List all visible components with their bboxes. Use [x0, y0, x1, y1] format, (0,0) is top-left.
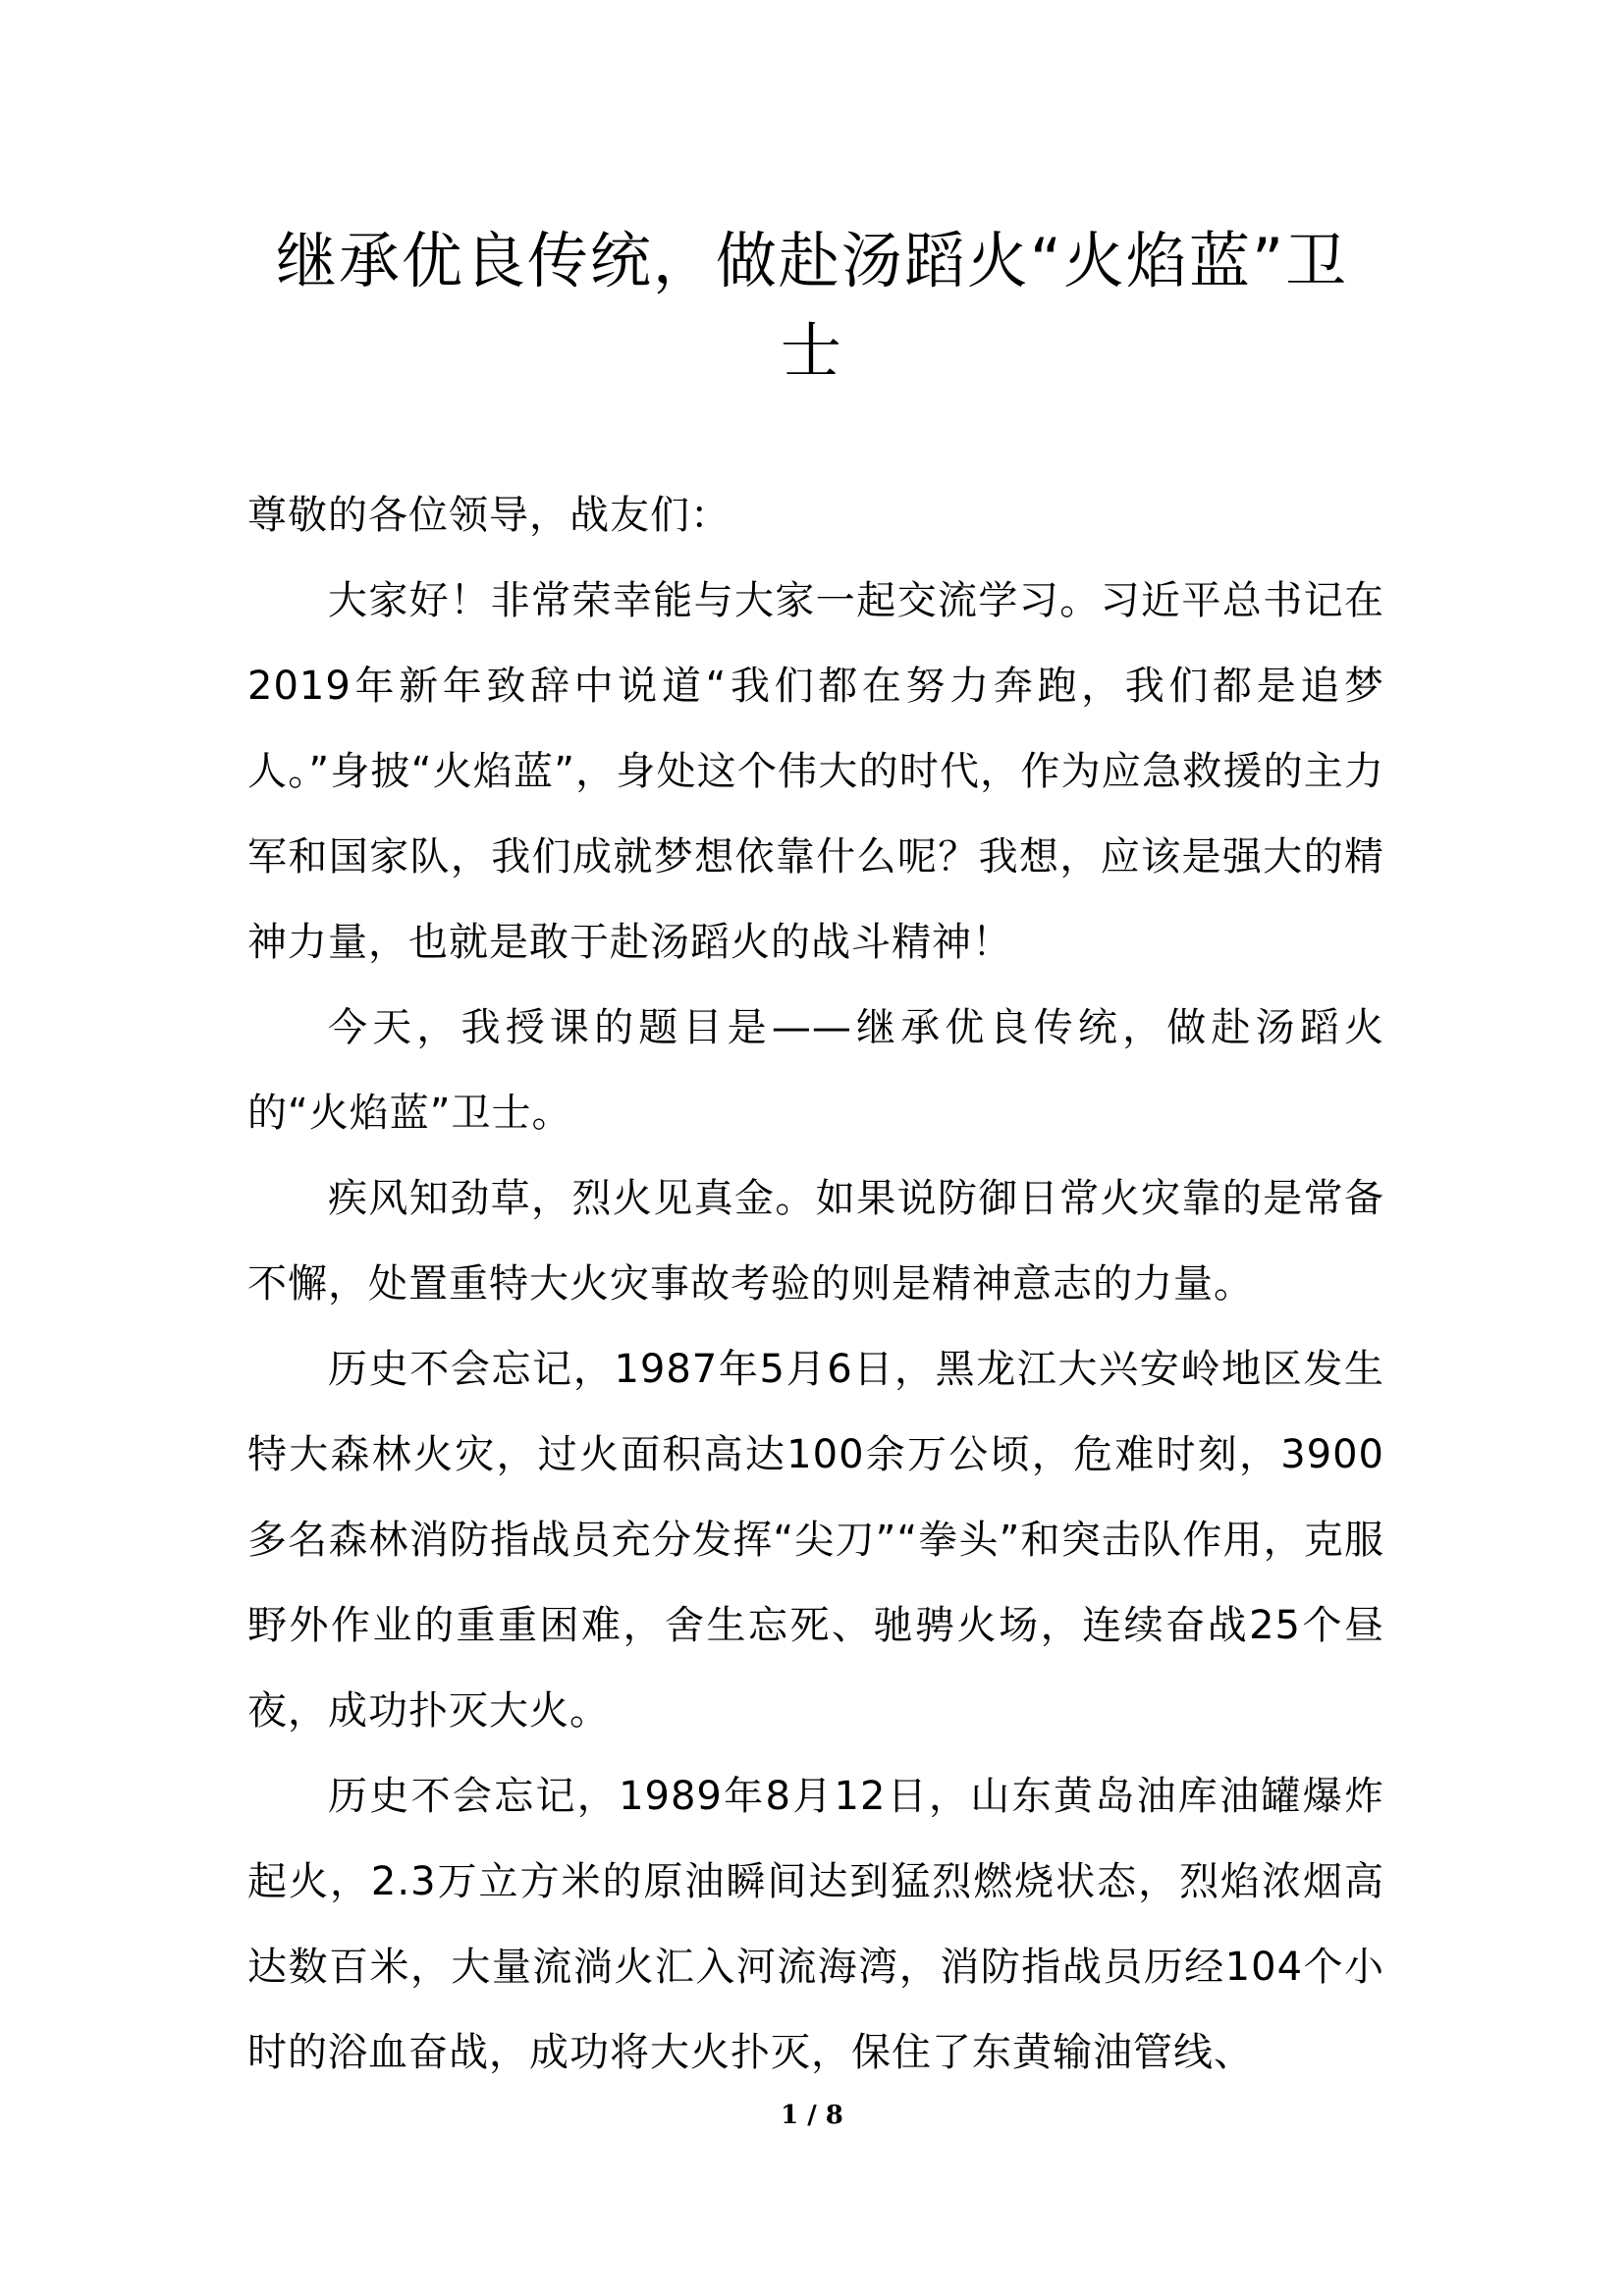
- paragraph-history-1987: 历史不会忘记，1987年5月6日，黑龙江大兴安岭地区发生特大森林火灾，过火面积高达100余万公顷，危难时刻，3900多名森林消防指战员充分发挥“尖刀”“拳头”和突击队作用，克服野外作业的重重困难，舍生忘死、驰骋火场，连续奋战25个昼夜，成功扑灭大火。: [247, 1347, 1384, 1734]
- document-body: [247, 473, 1384, 2096]
- paragraph-history-1989: 历史不会忘记，1989年8月12日，山东黄岛油库油罐爆炸起火，2.3万立方米的原油瞬间达到猛烈燃烧状态，烈焰浓烟高达数百米，大量流淌火汇入河流海湾，消防指战员历经104个小时的浴血奋战，成功将大火扑灭，保住了东黄输油管线、: [247, 1774, 1384, 2075]
- paragraph-greeting: 大家好！非常荣幸能与大家一起交流学习。习近平总书记在2019年新年致辞中说道“我们都在努力奔跑，我们都是追梦人。”身披“火焰蓝”，身处这个伟大的时代，作为应急救援的主力军和国家队，我们成就梦想依靠什么呢？我想，应该是强大的精神力量，也就是敢于赴汤蹈火的战斗精神！: [247, 578, 1384, 965]
- document-title: 继承优良传统，做赴汤蹈火“火焰蓝”卫士: [275, 225, 1349, 387]
- salutation: 尊敬的各位领导，战友们：: [247, 493, 731, 538]
- paragraph-proverb: 疾风知劲草，烈火见真金。如果说防御日常火灾靠的是常备不懈，处置重特大火灾事故考验的则是精神意志的力量。: [247, 1176, 1384, 1307]
- page-indicator: 1 / 8: [781, 2101, 843, 2130]
- paragraph-topic: 今天，我授课的题目是——继承优良传统，做赴汤蹈火的“火焰蓝”卫士。: [247, 1005, 1384, 1136]
